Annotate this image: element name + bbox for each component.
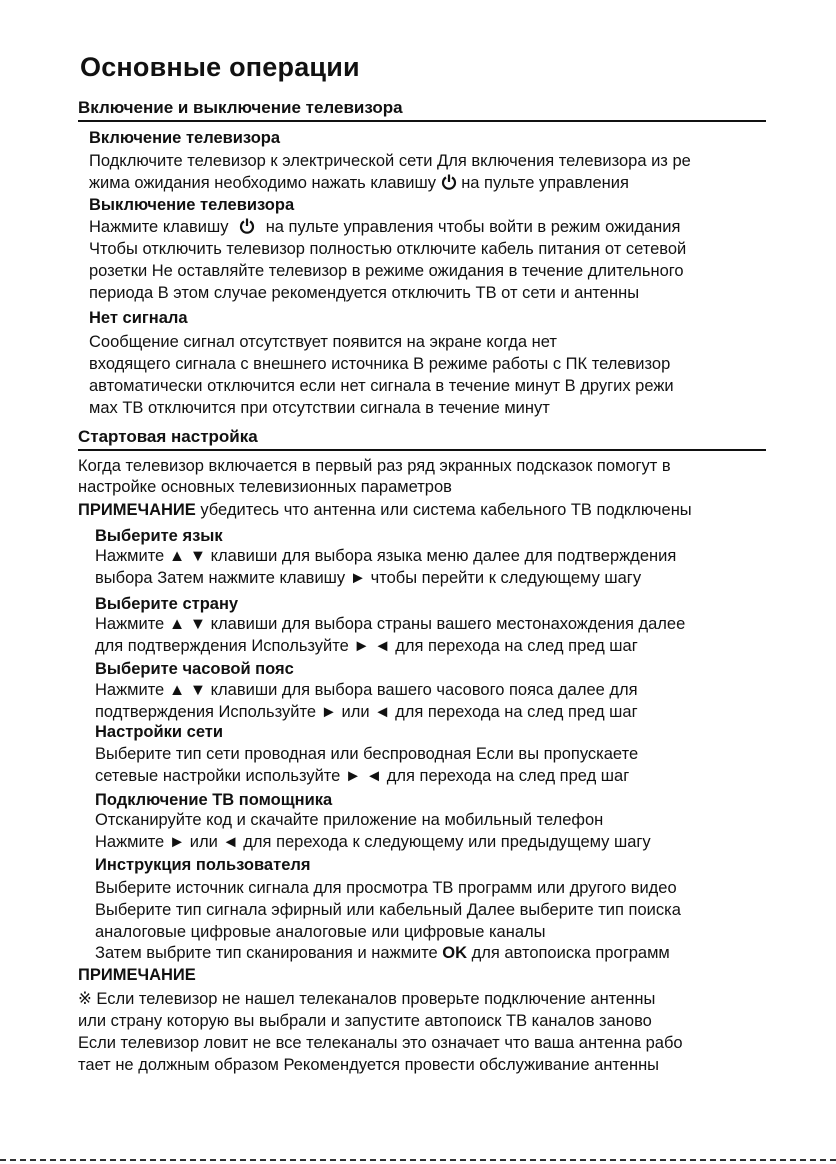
page-title: Основные операции — [80, 52, 360, 82]
section-setup-heading: Стартовая настройка — [78, 427, 766, 451]
lang-text-2: выбора Затем нажмите клавишу ► чтобы перейти к следующему шагу — [95, 569, 642, 587]
no-signal-text-4: мах ТВ отключится при отсутствии сигнала в течение минут — [89, 399, 550, 417]
setup-note — [78, 500, 692, 520]
final-note-label: ПРИМЕЧАНИЕ — [78, 966, 196, 984]
timezone-heading: Выберите часовой пояс — [95, 660, 294, 678]
guide-heading: Инструкция пользователя — [95, 856, 311, 874]
final-note-text-4: тает не должным образом Рекомендуется провести обслуживание антенны — [78, 1056, 660, 1074]
power-off-text-4: периода В этом случае рекомендуется отключить ТВ от сети и антенны — [89, 284, 640, 302]
country-heading: Выберите страну — [95, 595, 239, 613]
power-on-text-2 — [89, 173, 629, 193]
setup-intro-1: Когда телевизор включается в первый раз ряд экранных подсказок помогут в — [78, 457, 671, 475]
power-on-heading: Включение телевизора — [89, 129, 281, 147]
no-signal-heading: Нет сигнала — [89, 309, 188, 327]
ok-key-label: OK — [442, 944, 468, 962]
power-off-text-2: Чтобы отключить телевизор полностью отключите кабель питания от сетевой — [89, 240, 687, 258]
network-heading: Настройки сети — [95, 723, 223, 741]
guide-text-4 — [95, 943, 670, 963]
power-icon — [441, 174, 457, 190]
setup-note-text: убедитесь что антенна или система кабельного ТВ подключены — [195, 501, 692, 519]
guide-text-2: Выберите тип сигнала эфирный или кабельный Далее выберите тип поиска — [95, 901, 681, 919]
network-text-2: сетевые настройки используйте ► ◄ для перехода на след пред шаг — [95, 767, 630, 785]
network-text-1: Выберите тип сети проводная или беспроводная Если вы пропускаете — [95, 745, 639, 763]
section-power-heading: Включение и выключение телевизора — [78, 98, 766, 122]
power-icon — [239, 218, 255, 234]
final-note-text-3: Если телевизор ловит не все телеканалы это означает что ваша антенна рабо — [78, 1034, 683, 1052]
helper-text-1: Отсканируйте код и скачайте приложение на мобильный телефон — [95, 811, 604, 829]
no-signal-text-2: входящего сигнала с внешнего источника В режиме работы с ПК телевизор — [89, 355, 671, 373]
no-signal-text-3: автоматически отключится если нет сигнала в течение минут В других режи — [89, 377, 674, 395]
power-off-heading: Выключение телевизора — [89, 196, 295, 214]
setup-intro-2: настройке основных телевизионных параметров — [78, 478, 452, 496]
helper-text-2: Нажмите ► или ◄ для перехода к следующему или предыдущему шагу — [95, 833, 651, 851]
power-on-text-1: Подключите телевизор к электрической сети Для включения телевизора из ре — [89, 152, 691, 170]
final-note-text-1: ※ Если телевизор не нашел телеканалов проверьте подключение антенны — [78, 990, 656, 1008]
lang-text-1: Нажмите ▲ ▼ клавиши для выбора языка меню далее для подтверждения — [95, 547, 677, 565]
helper-heading: Подключение ТВ помощника — [95, 791, 333, 809]
power-off-text-3: розетки Не оставляйте телевизор в режиме ожидания в течение длительного — [89, 262, 684, 280]
timezone-text-2: подтверждения Используйте ► или ◄ для перехода на след пред шаг — [95, 703, 638, 721]
guide-text-4c: для автопоиска программ — [467, 944, 670, 962]
final-note-text-2: или страну которую вы выбрали и запустите автопоиск ТВ каналов заново — [78, 1012, 652, 1030]
power-off-text-1 — [89, 217, 680, 237]
guide-text-1: Выберите источник сигнала для просмотра ТВ программ или другого видео — [95, 879, 677, 897]
page-bottom-edge — [0, 1159, 836, 1161]
power-on-text-2a: жима ожидания необходимо нажать клавишу — [89, 174, 441, 192]
country-text-2: для подтверждения Используйте ► ◄ для перехода на след пред шаг — [95, 637, 638, 655]
guide-text-4a: Затем выбрите тип сканирования и нажмите — [95, 944, 443, 962]
power-off-text-1a: Нажмите клавишу — [89, 218, 234, 236]
no-signal-text-1: Сообщение сигнал отсутствует появится на экране когда нет — [89, 333, 557, 351]
lang-heading: Выберите язык — [95, 527, 223, 545]
timezone-text-1: Нажмите ▲ ▼ клавиши для выбора вашего часового пояса далее для — [95, 681, 638, 699]
power-on-text-2b: на пульте управления — [461, 174, 629, 192]
setup-note-label: ПРИМЕЧАНИЕ — [78, 501, 196, 519]
guide-text-3: аналоговые цифровые аналоговые или цифровые каналы — [95, 923, 546, 941]
power-off-text-1b: на пульте управления чтобы войти в режим ожидания — [265, 218, 681, 236]
country-text-1: Нажмите ▲ ▼ клавиши для выбора страны вашего местонахождения далее — [95, 615, 686, 633]
